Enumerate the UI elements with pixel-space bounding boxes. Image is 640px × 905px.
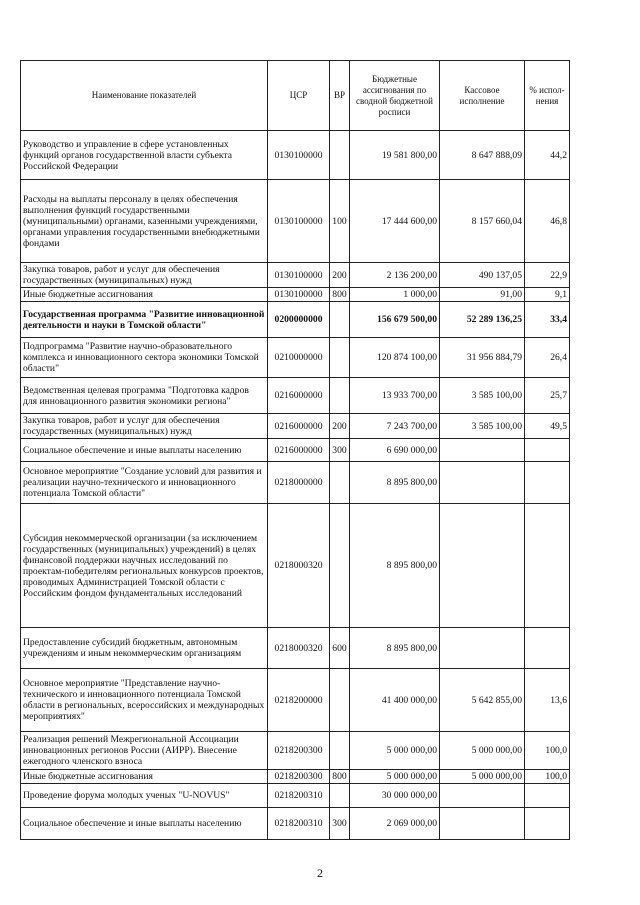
cell-csr: 0130100000	[268, 131, 330, 180]
table-row	[21, 770, 570, 784]
cell-assignments: 120 874 100,00	[350, 338, 440, 378]
cell-percent	[525, 784, 570, 808]
cell-name: Реализация решений Межрегиональной Ассоциации инновационных регионов России (АИРР). Внесение ежегодного членского взноса	[21, 732, 268, 770]
cell-execution: 91,00	[440, 288, 525, 302]
cell-percent	[525, 628, 570, 669]
cell-name: Иные бюджетные ассигнования	[21, 770, 268, 784]
cell-assignments: 8 895 800,00	[350, 504, 440, 628]
cell-vr	[330, 131, 350, 180]
cell-csr: 0218200310	[268, 808, 330, 840]
cell-name: Социальное обеспечение и иные выплаты населению	[21, 439, 268, 462]
table-row	[21, 784, 570, 808]
cell-execution: 5 000 000,00	[440, 770, 525, 784]
table-row	[21, 288, 570, 302]
cell-name: Подпрограмма "Развитие научно-образовательного комплекса и инновационного сектора экономики Томской области"	[21, 338, 268, 378]
cell-assignments: 13 933 700,00	[350, 378, 440, 414]
cell-assignments: 8 895 800,00	[350, 628, 440, 669]
cell-execution	[440, 439, 525, 462]
cell-vr	[330, 378, 350, 414]
table-row	[21, 669, 570, 732]
cell-csr: 0218000000	[268, 462, 330, 504]
cell-assignments: 2 136 200,00	[350, 263, 440, 288]
page-number: 2	[317, 866, 323, 880]
header-execution: Кассовое исполнение	[440, 61, 525, 131]
cell-vr	[330, 732, 350, 770]
table-row	[21, 302, 570, 338]
cell-assignments: 7 243 700,00	[350, 414, 440, 439]
header-vr: ВР	[330, 61, 350, 131]
cell-execution	[440, 808, 525, 840]
cell-execution: 5 642 855,00	[440, 669, 525, 732]
cell-percent: 46,8	[525, 180, 570, 263]
cell-execution: 8 647 888,09	[440, 131, 525, 180]
cell-percent	[525, 504, 570, 628]
cell-vr: 300	[330, 439, 350, 462]
cell-execution	[440, 628, 525, 669]
cell-assignments: 41 400 000,00	[350, 669, 440, 732]
cell-assignments: 156 679 500,00	[350, 302, 440, 338]
cell-execution: 5 000 000,00	[440, 732, 525, 770]
cell-assignments: 5 000 000,00	[350, 732, 440, 770]
cell-percent	[525, 439, 570, 462]
cell-vr: 100	[330, 180, 350, 263]
cell-assignments: 30 000 000,00	[350, 784, 440, 808]
cell-csr: 0218000320	[268, 504, 330, 628]
cell-name: Предоставление субсидий бюджетным, автономным учреждениям и иным некоммерческим организациям	[21, 628, 268, 669]
cell-name: Основное мероприятие "Создание условий для развития и реализации научно-технического и инновационного потенциала Томской области"	[21, 462, 268, 504]
cell-vr	[330, 504, 350, 628]
header-percent: % испол-нения	[525, 61, 570, 131]
cell-vr	[330, 669, 350, 732]
cell-execution: 490 137,05	[440, 263, 525, 288]
table-body	[21, 131, 570, 840]
budget-table	[20, 60, 570, 840]
cell-percent: 100,0	[525, 732, 570, 770]
table-row	[21, 504, 570, 628]
cell-percent: 33,4	[525, 302, 570, 338]
table-row	[21, 462, 570, 504]
cell-assignments: 5 000 000,00	[350, 770, 440, 784]
header-assignments: Бюджетные ассигнования по сводной бюджетной росписи	[350, 61, 440, 131]
cell-csr: 0216000000	[268, 414, 330, 439]
cell-percent: 25,7	[525, 378, 570, 414]
table-row	[21, 378, 570, 414]
table-row	[21, 263, 570, 288]
cell-vr: 200	[330, 263, 350, 288]
cell-name: Закупка товаров, работ и услуг для обеспечения государственных (муниципальных) нужд	[21, 414, 268, 439]
table-row	[21, 732, 570, 770]
cell-name: Ведомственная целевая программа "Подготовка кадров для инновационного развития экономики региона"	[21, 378, 268, 414]
table-header-row	[21, 61, 570, 131]
cell-vr	[330, 338, 350, 378]
cell-assignments: 6 690 000,00	[350, 439, 440, 462]
table-row	[21, 439, 570, 462]
cell-csr: 0216000000	[268, 439, 330, 462]
cell-assignments: 17 444 600,00	[350, 180, 440, 263]
cell-execution	[440, 504, 525, 628]
cell-assignments: 2 069 000,00	[350, 808, 440, 840]
cell-execution: 8 157 660,04	[440, 180, 525, 263]
cell-name: Закупка товаров, работ и услуг для обеспечения государственных (муниципальных) нужд	[21, 263, 268, 288]
table-row	[21, 414, 570, 439]
cell-csr: 0200000000	[268, 302, 330, 338]
table-row	[21, 628, 570, 669]
cell-percent: 44,2	[525, 131, 570, 180]
cell-name: Государственная программа "Развитие инновационной деятельности и науки в Томской области"	[21, 302, 268, 338]
cell-csr: 0130100000	[268, 180, 330, 263]
cell-percent	[525, 462, 570, 504]
cell-csr: 0216000000	[268, 378, 330, 414]
cell-name: Иные бюджетные ассигнования	[21, 288, 268, 302]
table-row	[21, 180, 570, 263]
cell-vr: 600	[330, 628, 350, 669]
cell-csr: 0218200310	[268, 784, 330, 808]
cell-csr: 0218200300	[268, 770, 330, 784]
cell-csr: 0210000000	[268, 338, 330, 378]
cell-execution: 52 289 136,25	[440, 302, 525, 338]
cell-percent: 22,9	[525, 263, 570, 288]
cell-assignments: 1 000,00	[350, 288, 440, 302]
cell-percent: 49,5	[525, 414, 570, 439]
cell-vr	[330, 784, 350, 808]
cell-csr: 0218000320	[268, 628, 330, 669]
cell-csr: 0218200300	[268, 732, 330, 770]
cell-execution: 3 585 100,00	[440, 378, 525, 414]
cell-assignments: 19 581 800,00	[350, 131, 440, 180]
cell-name: Расходы на выплаты персоналу в целях обеспечения выполнения функций государственными (муниципальными) органами, казенными учреждениями, органами управления государственными внебюджетными фондами	[21, 180, 268, 263]
cell-percent	[525, 808, 570, 840]
cell-csr: 0130100000	[268, 288, 330, 302]
cell-assignments: 8 895 800,00	[350, 462, 440, 504]
cell-vr	[330, 462, 350, 504]
cell-execution: 3 585 100,00	[440, 414, 525, 439]
cell-name: Руководство и управление в сфере установленных функций органов государственной власти субъекта Российской Федерации	[21, 131, 268, 180]
cell-vr: 200	[330, 414, 350, 439]
cell-percent: 9,1	[525, 288, 570, 302]
cell-vr: 800	[330, 770, 350, 784]
table-row	[21, 338, 570, 378]
table-row	[21, 131, 570, 180]
cell-csr: 0218200000	[268, 669, 330, 732]
cell-percent: 100,0	[525, 770, 570, 784]
cell-csr: 0130100000	[268, 263, 330, 288]
cell-name: Субсидия некоммерческой организации (за исключением государственных (муниципальных) учреждений) в целях финансовой поддержки научных исследований по проектам-победителям региональных конкурсов проектов, проводимых Администрацией Томской области с Российским фондом фундаментальных исследований	[21, 504, 268, 628]
cell-execution	[440, 462, 525, 504]
cell-name: Проведение форума молодых ученых "U-NOVUS"	[21, 784, 268, 808]
cell-execution: 31 956 884,79	[440, 338, 525, 378]
cell-execution	[440, 784, 525, 808]
cell-percent: 26,4	[525, 338, 570, 378]
table-row	[21, 808, 570, 840]
cell-vr: 800	[330, 288, 350, 302]
cell-vr: 300	[330, 808, 350, 840]
header-csr: ЦСР	[268, 61, 330, 131]
cell-name: Социальное обеспечение и иные выплаты населению	[21, 808, 268, 840]
cell-vr	[330, 302, 350, 338]
cell-name: Основное мероприятие "Представление научно-технического и инновационного потенциала Томской области в региональных, всероссийских и международных мероприятиях"	[21, 669, 268, 732]
header-name: Наименование показателей	[21, 61, 268, 131]
cell-percent: 13,6	[525, 669, 570, 732]
